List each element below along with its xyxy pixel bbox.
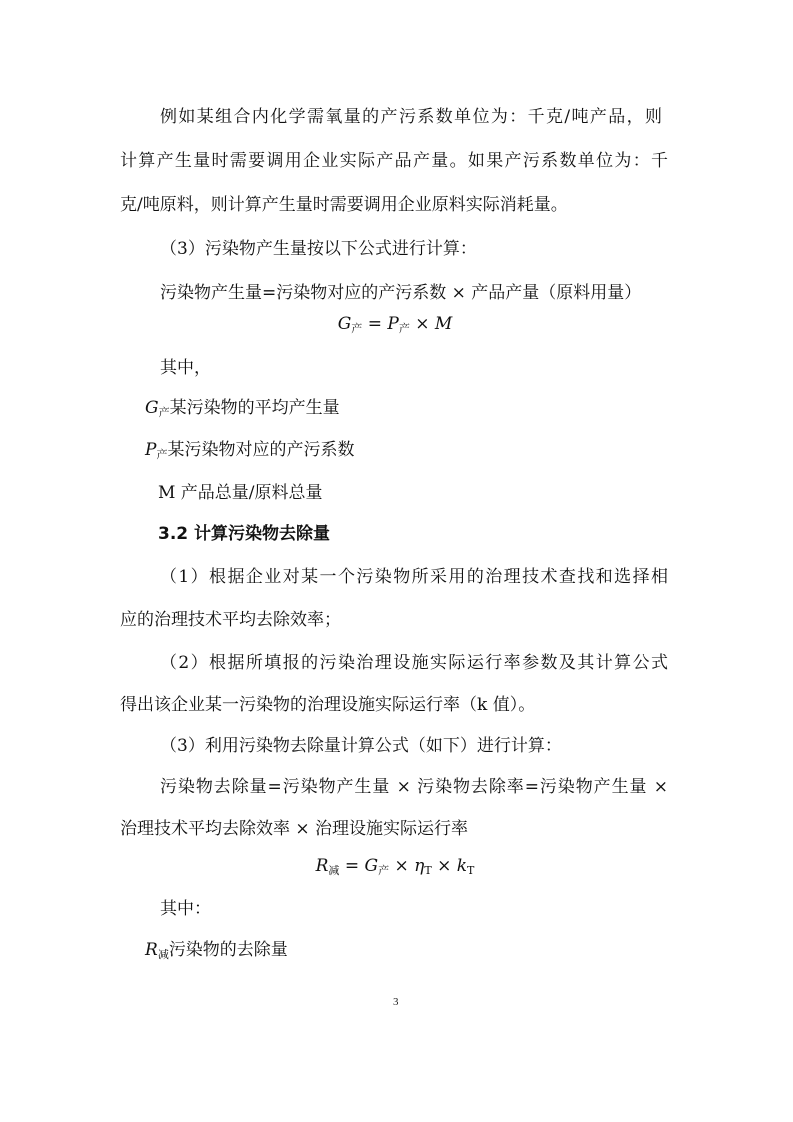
paragraph-line: 克/吨原料，则计算产生量时需要调用企业原料实际消耗量。	[120, 195, 568, 215]
definition-line	[145, 939, 288, 961]
formula-var-eta: η	[414, 856, 425, 876]
formula-var-r: R	[315, 856, 329, 876]
def-text: 污染物的去除量	[168, 940, 288, 960]
definition-line	[158, 482, 323, 504]
paragraph-line: 得出该企业某一污染物的治理设施实际运行率（k 值）。	[120, 695, 536, 715]
formula-sub: 减	[328, 864, 340, 877]
formula-sub: 产	[351, 322, 363, 335]
formula-production	[300, 313, 490, 335]
where-label: 其中，	[160, 358, 211, 378]
formula-sub: 产	[398, 322, 410, 335]
formula-removal	[300, 855, 490, 877]
paragraph-line: （1）根据企业对某一个污染物所采用的治理技术查找和选择相	[160, 567, 668, 587]
formula-var-g: G	[364, 856, 379, 876]
paragraph-line: 治理技术平均去除效率 × 治理设施实际运行率	[120, 819, 469, 839]
formula-sub: T	[467, 864, 475, 877]
formula-var-g: G	[337, 314, 352, 334]
where-label: 其中：	[160, 899, 211, 919]
formula-equals: =	[362, 314, 388, 334]
formula-var-p: P	[387, 314, 399, 334]
def-var: R	[145, 940, 158, 960]
paragraph-line: 应的治理技术平均去除效率；	[120, 610, 341, 630]
def-text: M 产品总量/原料总量	[158, 483, 323, 503]
formula-var-m: M	[434, 314, 453, 334]
definition-line	[145, 397, 340, 419]
formula-times: ×	[409, 314, 435, 334]
paragraph-line: （3）污染物产生量按以下公式进行计算：	[160, 239, 477, 259]
formula-times: ×	[389, 856, 415, 876]
def-text: 某污染物对应的产污系数	[167, 440, 355, 460]
formula-var-k: k	[456, 856, 468, 876]
formula-equals: =	[339, 856, 365, 876]
def-var: P	[145, 440, 157, 460]
paragraph-line: （3）利用污染物去除量计算公式（如下）进行计算：	[160, 736, 562, 756]
def-var: G	[145, 398, 159, 418]
formula-sub: 产	[378, 864, 390, 877]
paragraph-line: 计算产生量时需要调用企业实际产品产量。如果产污系数单位为：千	[120, 151, 668, 171]
paragraph-line: 污染物产生量=污染物对应的产污系数 × 产品产量（原料用量）	[160, 283, 642, 303]
paragraph-line: （2）根据所填报的污染治理设施实际运行率参数及其计算公式	[160, 653, 668, 673]
def-var-sub: 产	[156, 448, 168, 461]
def-text: 某污染物的平均产生量	[169, 398, 340, 418]
formula-times: ×	[431, 856, 457, 876]
paragraph-line: 污染物去除量=污染物产生量 × 污染物去除率=污染物产生量 ×	[160, 777, 668, 797]
section-heading: 3.2 计算污染物去除量	[158, 524, 331, 544]
def-var-sub: 产	[158, 406, 170, 419]
page-number: 3	[393, 996, 399, 1008]
definition-line	[145, 439, 354, 461]
formula-sub: T	[424, 864, 432, 877]
def-var-sub: 减	[157, 948, 169, 961]
paragraph-line: 例如某组合内化学需氧量的产污系数单位为：千克/吨产品，则	[160, 107, 662, 127]
